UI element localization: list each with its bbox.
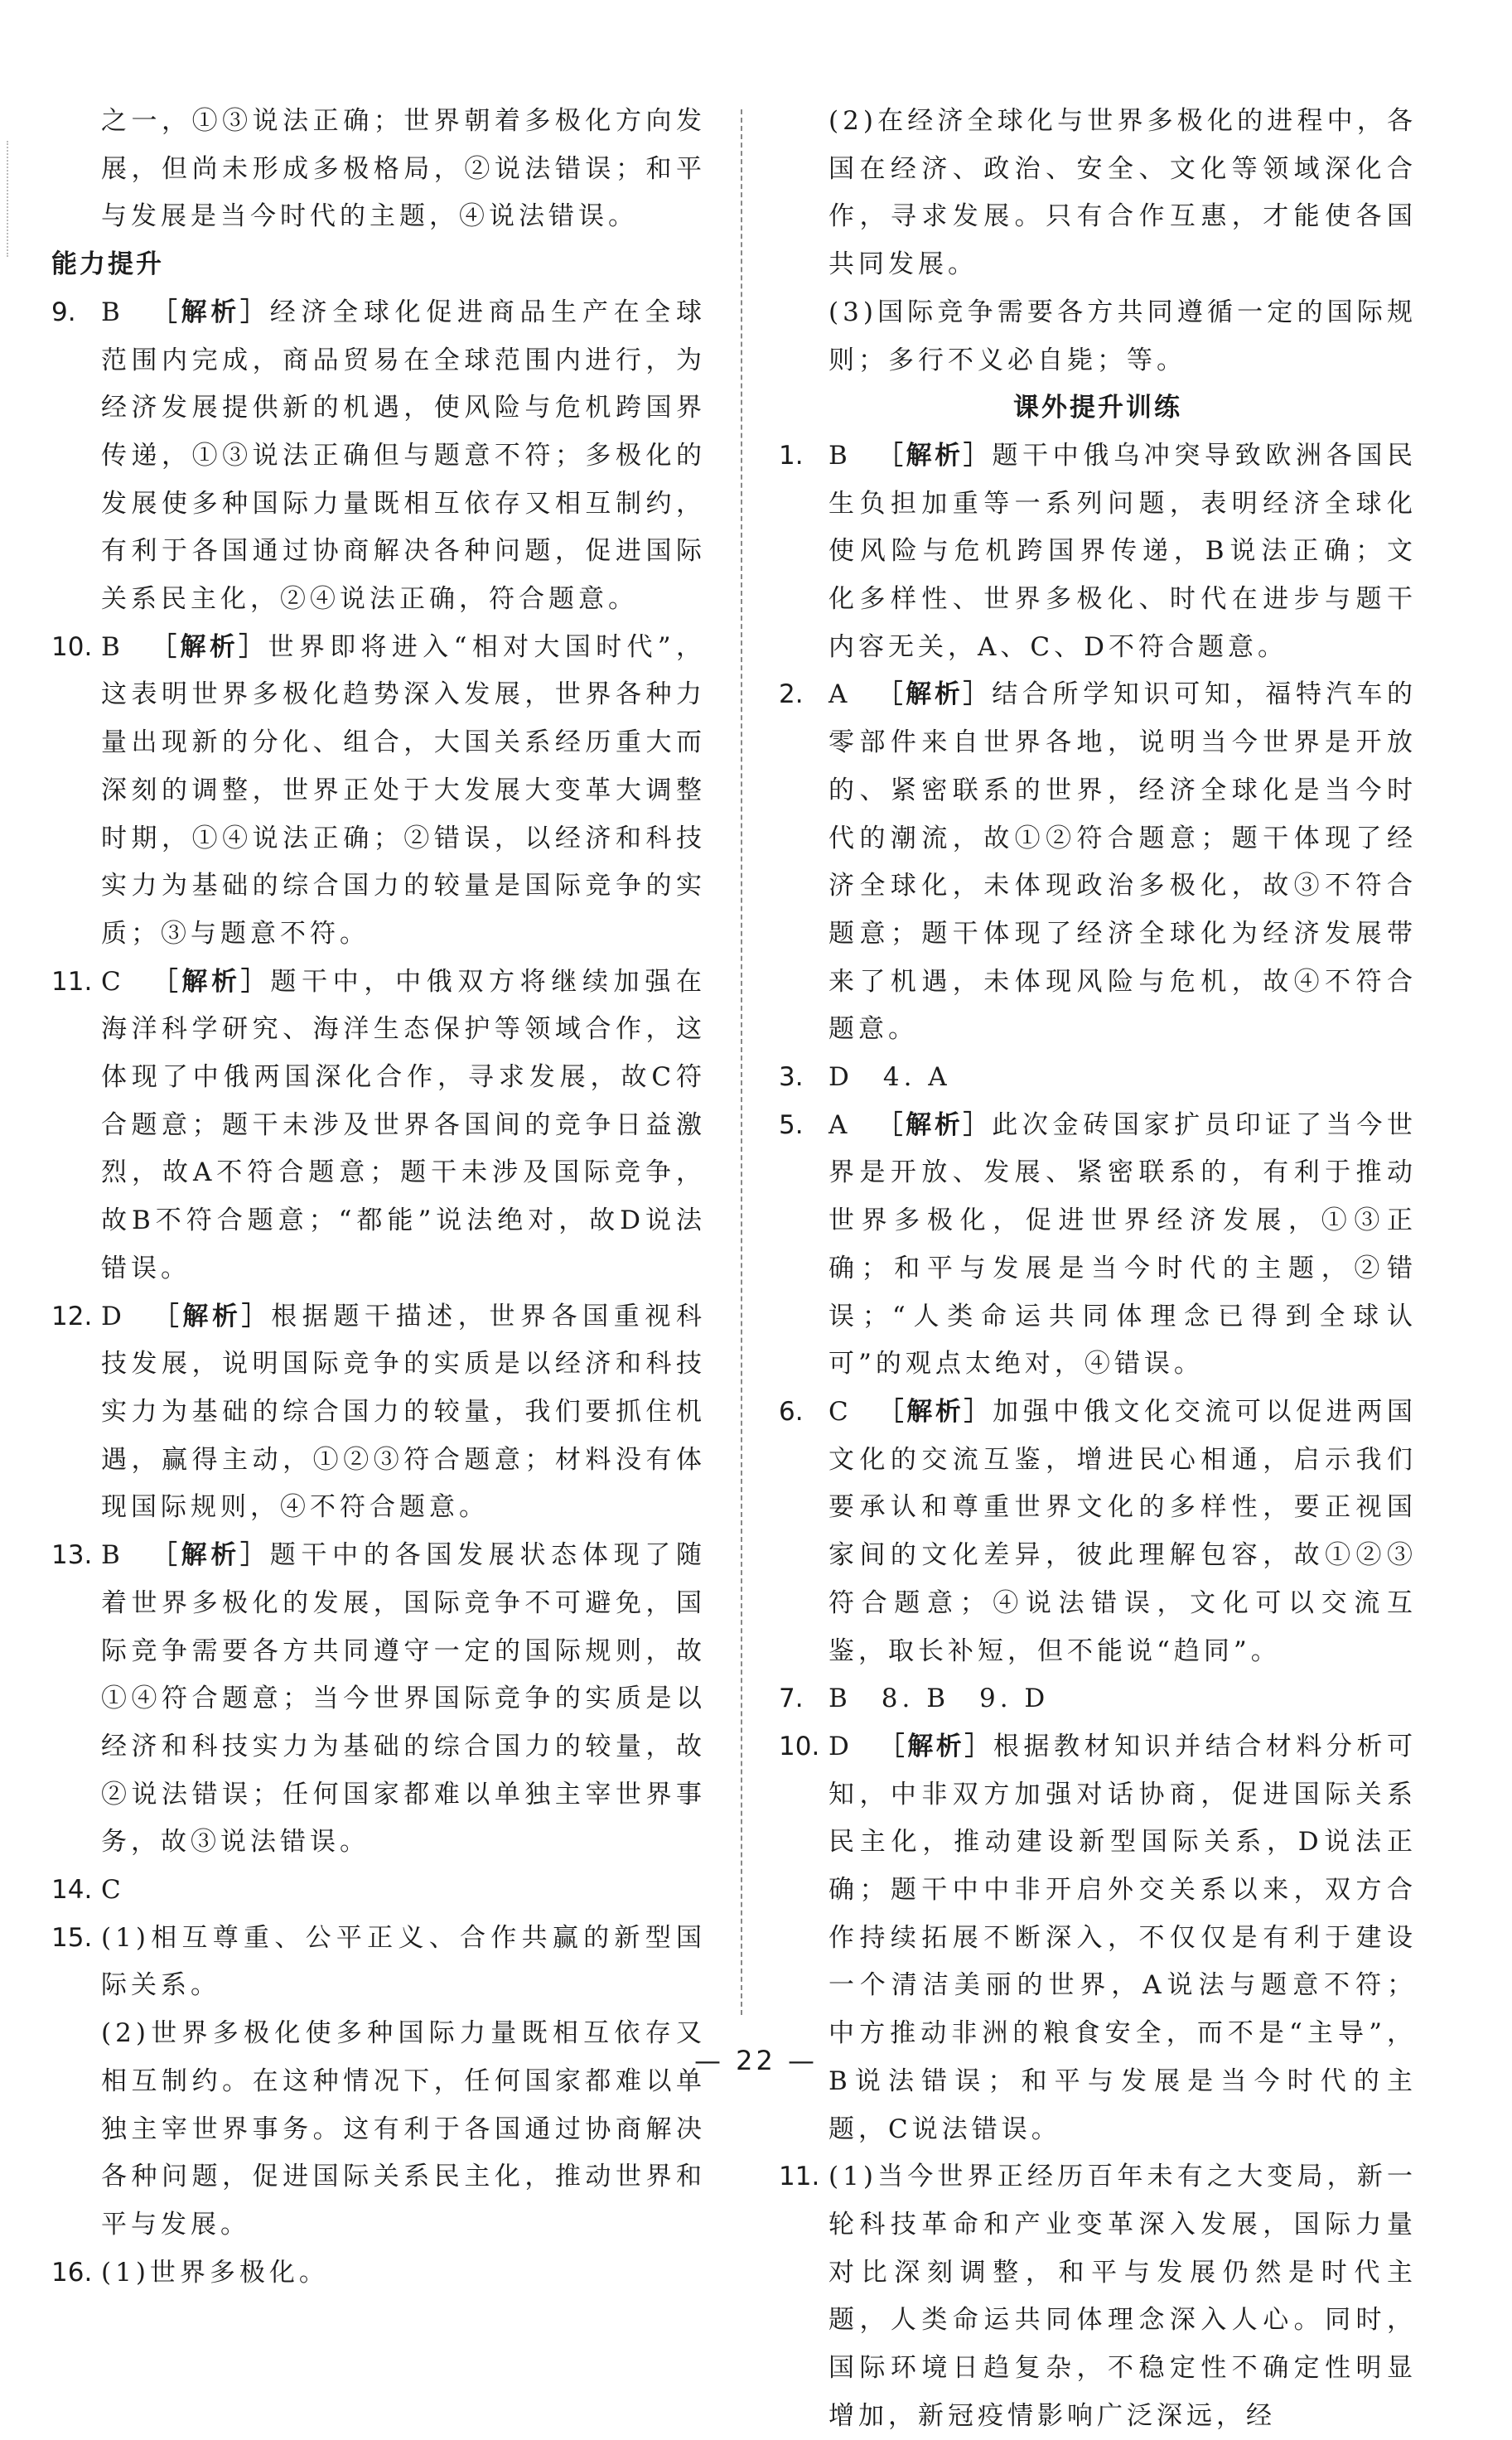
analysis-text: 题干中俄乌冲突导致欧洲各国民生负担加重等一系列问题，表明经济全球化使风险与危机跨国界传递，B说法正确；文化多样性、世界多极化、时代在进步与题干内容无关，A、C、D不符合题意。 <box>828 440 1418 662</box>
answer-letter: C <box>828 1396 853 1427</box>
answer-16-part-3: (3)国际竞争需要各方共同遵循一定的国际规则；多行不义必自毙；等。 <box>828 297 1417 375</box>
page-number: — 22 — <box>693 2045 819 2076</box>
entry-number: 10. <box>51 631 93 662</box>
answer-letter: D <box>828 1731 853 1761</box>
answer-16-part-2: (2)在经济全球化与世界多极化的进程中，各国在经济、政治、安全、文化等领域深化合作，寻求发展。只有合作互惠，才能使各国共同发展。 <box>828 106 1417 280</box>
analysis-tag: ［解析］ <box>877 1109 993 1140</box>
entry-number: 9. <box>51 297 76 327</box>
section-title-extracurricular: 课外提升训练 <box>1013 393 1182 423</box>
analysis-text: 题干中的各国发展状态体现了随着世界多极化的发展，国际竞争不可避免，国际竞争需要各方共同遵守一定的国际规则，故①④符合题意；当今世界国际竞争的实质是以经济和科技实力为基础的综合国力的较量，故②说法错误；任何国家都难以单独主宰世界事务，故③说法错误。 <box>101 1540 707 1858</box>
right-column <box>779 98 1417 2440</box>
answer-entry-16 <box>51 2249 706 2297</box>
analysis-text: 世界即将进入“相对大国时代”，这表明世界多极化趋势深入发展，世界各种力量出现新的分化、组合，大国关系经历重大而深刻的调整，世界正处于大发展大变革大调整时期，①④说法正确；②错误，以经济和科技实力为基础的综合国力的较量是国际竞争的实质；③与题意不符。 <box>101 631 706 949</box>
analysis-tag: ［解析］ <box>151 631 268 662</box>
analysis-tag: ［解析］ <box>151 1540 270 1571</box>
answer-part-1: (1)相互尊重、公平正义、合作共赢的新型国际关系。 <box>101 1922 706 2001</box>
entry-number: 7. <box>779 1684 804 1714</box>
entry-number: 11. <box>51 966 93 997</box>
answer-letter: B <box>828 440 852 471</box>
answer-letter: C <box>101 1875 125 1906</box>
answer-letter: B <box>101 1540 124 1571</box>
intro-continuation: 之一，①③说法正确；世界朝着多极化方向发展，但尚未形成多极格局，②说法错误；和平与发展是当今时代的主题，④说法错误。 <box>101 106 706 232</box>
exercise-entry-2 <box>779 671 1417 1054</box>
answer-letters: B 8. B 9. D <box>828 1684 1050 1714</box>
exercise-entry-3-4 <box>779 1054 1417 1102</box>
entry-number: 13. <box>51 1540 93 1571</box>
answer-part-1: (1)当今世界正经历百年未有之大变局，新一轮科技革命和产业变革深入发展，国际力量对比深刻调整，和平与发展仍然是时代主题，人类命运共同体理念深入人心。同时，国际环境日趋复杂，不稳定性不确定性明显增加，新冠疫情影响广泛深远，经 <box>828 2162 1417 2431</box>
exercise-entry-1 <box>779 432 1417 672</box>
analysis-tag: ［解析］ <box>152 1301 272 1331</box>
answer-letter: D <box>101 1301 126 1331</box>
answer-entry-15 <box>51 1915 706 2010</box>
answer-entry-12 <box>51 1293 706 1533</box>
entry-number: 16. <box>51 2257 93 2288</box>
exercise-entry-10 <box>779 1723 1417 2153</box>
entry-number: 1. <box>779 440 804 471</box>
answer-entry-11 <box>51 959 706 1293</box>
answer-part-1: (1)世界多极化。 <box>101 2257 329 2288</box>
entry-number: 10. <box>779 1731 820 1761</box>
entry-number: 3. <box>779 1062 804 1093</box>
exercise-entry-7-9 <box>779 1675 1417 1723</box>
exercise-entry-11 <box>779 2153 1417 2440</box>
left-column <box>51 98 706 2297</box>
answer-entry-13 <box>51 1532 706 1867</box>
answer-part-2: (2)世界多极化使多种国际力量既相互依存又相互制约。在这种情况下，任何国家都难以单独主宰世界事务。这有利于各国通过协商解决各种问题，促进国际关系民主化，推动世界和平与发展。 <box>101 2018 706 2239</box>
analysis-tag: ［解析］ <box>877 1396 993 1427</box>
analysis-text: 经济全球化促进商品生产在全球范围内完成，商品贸易在全球范围内进行，为经济发展提供新的机遇，使风险与危机跨国界传递，①③说法正确但与题意不符；多极化的发展使多种国际力量既相互依存又相互制约，有利于各国通过协商解决各种问题，促进国际关系民主化，②④说法正确，符合题意。 <box>101 297 707 615</box>
answer-letter: B <box>101 297 124 327</box>
exercise-entry-5 <box>779 1102 1417 1389</box>
analysis-text: 结合所学知识可知，福特汽车的零部件来自世界各地，说明当今世界是开放的、紧密联系的世界，经济全球化是当今时代的潮流，故①②符合题意；题干体现了经济全球化，未体现政治多极化，故③不符合题意；题干体现了经济全球化为经济发展带来了机遇，未体现风险与危机，故④不符合题意。 <box>828 679 1418 1045</box>
answer-letters: D 4. A <box>828 1062 951 1093</box>
column-divider <box>741 109 742 2015</box>
analysis-text: 此次金砖国家扩员印证了当今世界是开放、发展、紧密联系的，有利于推动世界多极化，促进世界经济发展，①③正确；和平与发展是当今时代的主题，②错误；“人类命运共同体理念已得到全球认可”的观点太绝对，④错误。 <box>828 1109 1418 1379</box>
analysis-text: 根据教材知识并结合材料分析可知，中非双方加强对话协商，促进国际关系民主化，推动建设新型国际关系，D说法正确；题干中中非开启外交关系以来，双方合作持续拓展不断深入，不仅仅是有利于建设一个清洁美丽的世界，A说法与题意不符；中方推动非洲的粮食安全，而不是“主导”，B说法错误；和平与发展是当今时代的主题，C说法错误。 <box>828 1731 1418 2144</box>
answer-entry-14 <box>51 1867 706 1915</box>
answer-letter: A <box>828 679 852 710</box>
analysis-tag: ［解析］ <box>152 966 271 997</box>
exercise-entry-6 <box>779 1389 1417 1675</box>
analysis-tag: ［解析］ <box>151 297 270 327</box>
analysis-tag: ［解析］ <box>877 679 993 710</box>
entry-number: 6. <box>779 1396 804 1427</box>
analysis-tag: ［解析］ <box>877 440 993 471</box>
answer-entry-9 <box>51 289 706 624</box>
entry-number: 14. <box>51 1875 93 1906</box>
analysis-tag: ［解析］ <box>878 1731 993 1761</box>
entry-number: 5. <box>779 1109 804 1140</box>
answer-entry-10 <box>51 624 706 959</box>
answer-letter: A <box>828 1109 852 1140</box>
entry-number: 11. <box>779 2162 820 2192</box>
entry-number: 12. <box>51 1301 93 1331</box>
entry-number: 2. <box>779 679 804 710</box>
answer-letter: B <box>101 631 124 662</box>
section-title-ability: 能力提升 <box>51 249 164 280</box>
entry-number: 15. <box>51 1922 93 1953</box>
binding-margin-mark <box>7 141 8 257</box>
analysis-text: 根据题干描述，世界各国重视科技发展，说明国际竞争的实质是以经济和科技实力为基础的综合国力的较量，我们要抓住机遇，赢得主动，①②③符合题意；材料没有体现国际规则，④不符合题意。 <box>101 1301 707 1523</box>
analysis-text: 题干中，中俄双方将继续加强在海洋科学研究、海洋生态保护等领域合作，这体现了中俄两国深化合作，寻求发展，故C符合题意；题干未涉及世界各国间的竞争日益激烈，故A不符合题意；题干未涉及国际竞争，故B不符合题意；“都能”说法绝对，故D说法错误。 <box>101 966 707 1283</box>
analysis-text: 加强中俄文化交流可以促进两国文化的交流互鉴，增进民心相通，启示我们要承认和尊重世界文化的多样性，要正视国家间的文化差异，彼此理解包容，故①②③符合题意；④说法错误，文化可以交流互鉴，取长补短，但不能说“趋同”。 <box>828 1396 1418 1666</box>
answer-letter: C <box>101 966 125 997</box>
